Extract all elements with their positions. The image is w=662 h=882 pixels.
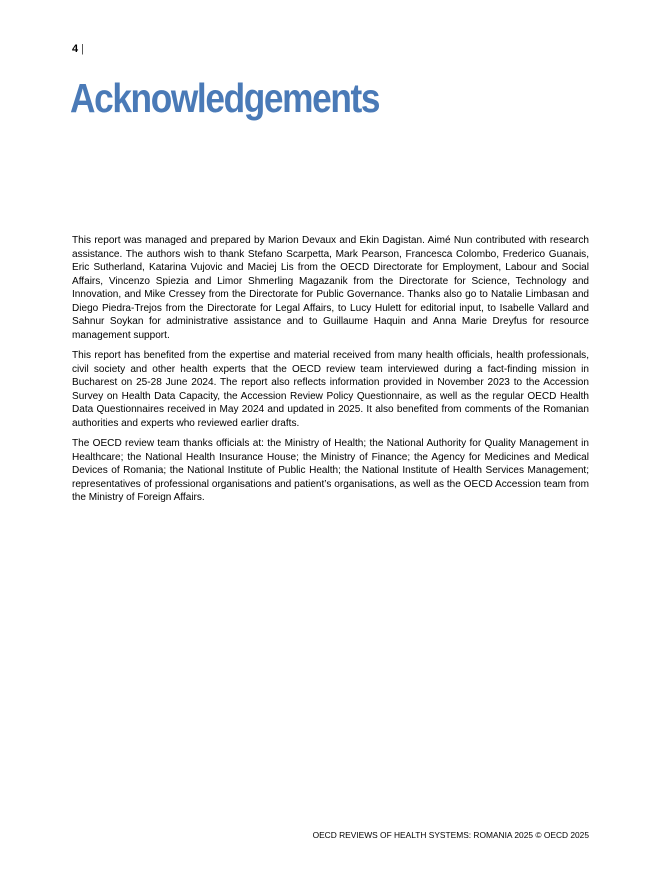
paragraph: This report was managed and prepared by Marion Devaux and Ekin Dagistan. Aimé Nun contributed with research assistance. The authors wish to thank Stefano Scarpetta, Mark Pearson, Francesca Colombo, Frederico Guanais, Eric Sutherland, Katarina Vujovic and Maciej Lis from the OECD Directorate for Employment, Labour and Social Affairs, Vincenzo Spiezia and Limor Shmerling Magazanik from the Directorate for Science, Technology and Innovation, and Mike Cressey from the Directorate for Public Governance. Thanks also go to Natalie Limbasan and Diego Piedra-Trejos from the Directorate for Legal Affairs, to Lucy Hulett for editorial input, to Isabelle Vallard and Sahnur Soykan for administrative assistance and to Guillaume Haquin and Anna Marie Dreyfus for resource management support.: [72, 235, 589, 341]
paragraph: The OECD review team thanks officials at: the Ministry of Health; the National Authority for Quality Management in Healthcare; the National Health Insurance House; the Ministry of Finance; the Agency for Medicines and Medical Devices of Romania; the National Institute of Public Health; the National Institute of Health Services Management; representatives of professional organisations and patient’s organisations, as well as the OECD Accession team from the Ministry of Foreign Affairs.: [72, 438, 589, 503]
page-footer: OECD REVIEWS OF HEALTH SYSTEMS: ROMANIA 2025 © OECD 2025: [312, 830, 589, 840]
page-number-value: 4: [72, 43, 79, 55]
page-number-separator: |: [81, 43, 84, 55]
page-title: Acknowledgements: [70, 75, 380, 121]
paragraph: This report has benefited from the expertise and material received from many health officials, health professionals, civil society and other health experts that the OECD review team interviewed during a fact-finding mission in Bucharest on 25-28 June 2024. The report also reflects information provided in November 2023 to the Accession Survey on Health Data Capacity, the Accession Review Policy Questionnaire, as well as the regular OECD Health Data Questionnaires received in May 2024 and updated in 2025. It also benefited from comments of the Romanian authorities and experts who reviewed earlier drafts.: [72, 350, 589, 429]
acknowledgements-body: [72, 234, 589, 512]
page-number: [72, 43, 84, 56]
